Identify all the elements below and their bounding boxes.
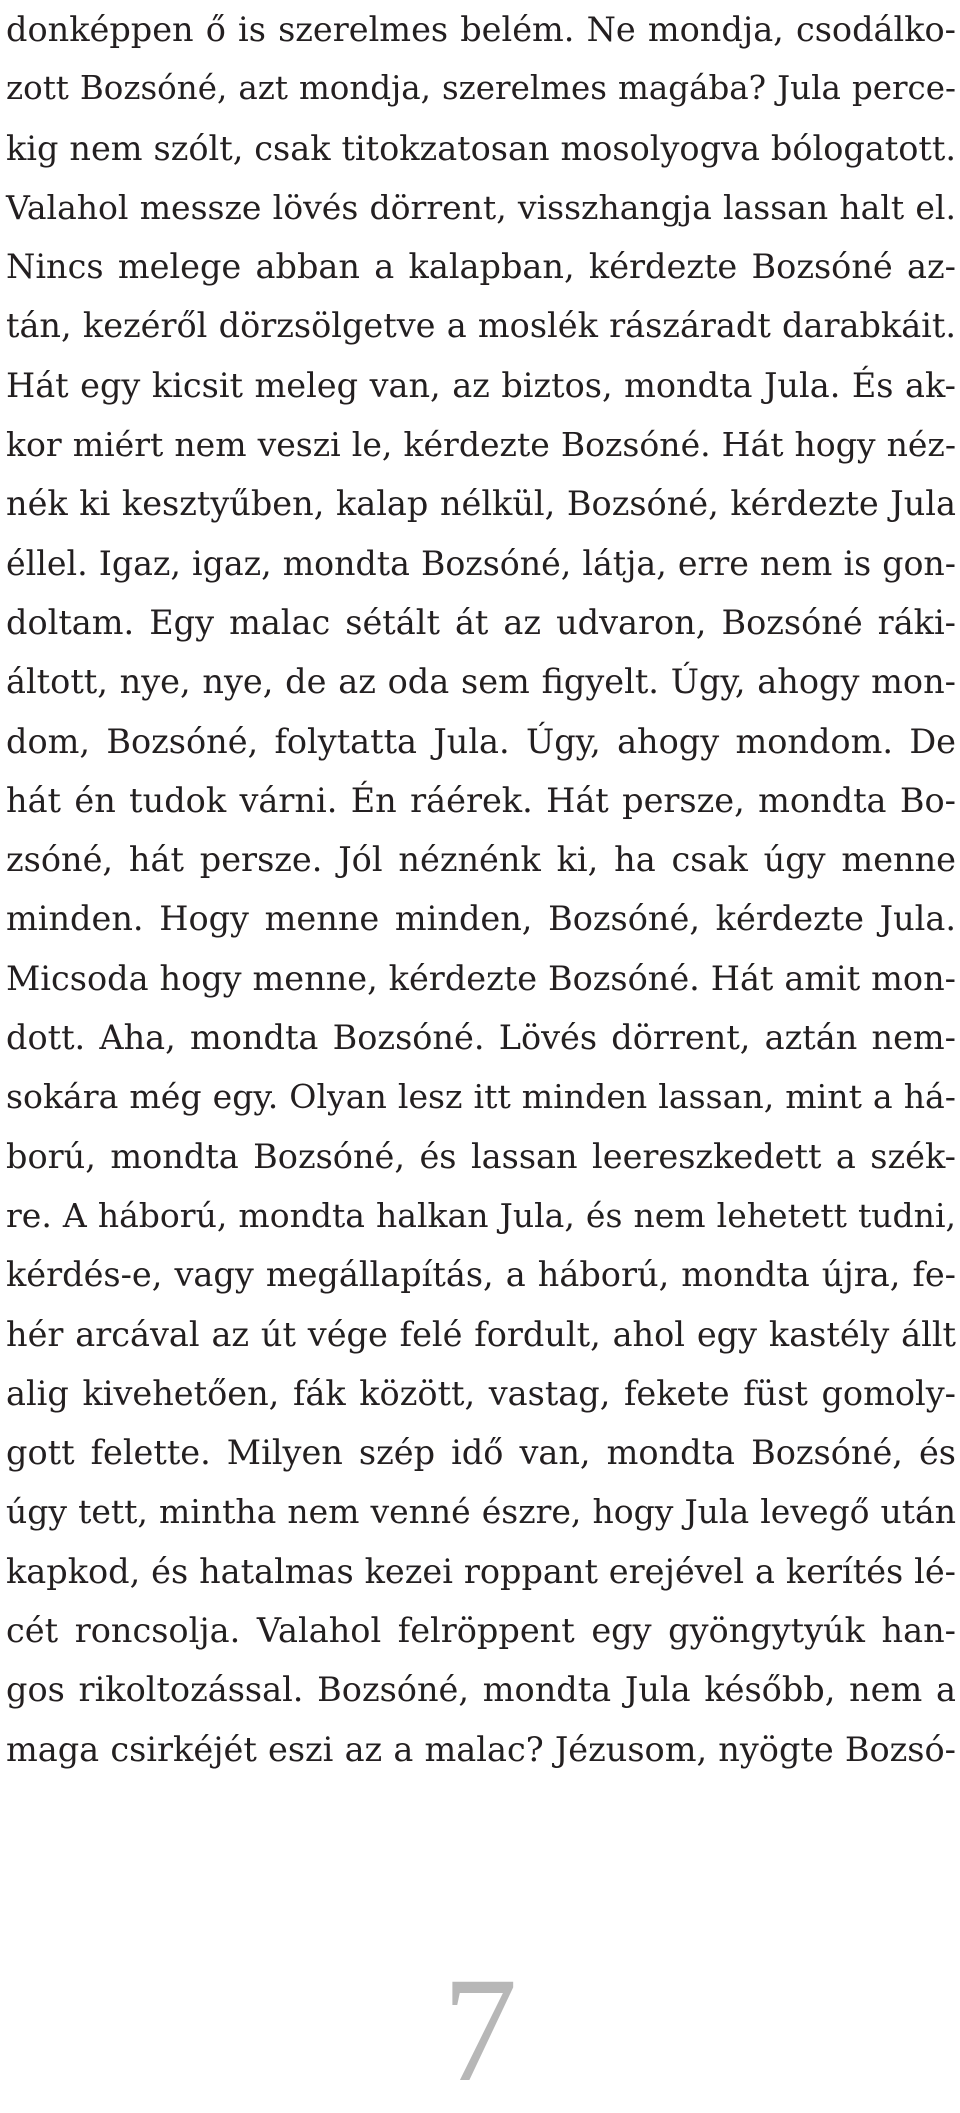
text-line: gos rikoltozással. Bozsóné, mondta Jula később, nem a bbox=[6, 1670, 956, 1710]
text-line: kor miért nem veszi le, kérdezte Bozsóné. Hát hogy néz- bbox=[6, 425, 956, 465]
text-line: ború, mondta Bozsóné, és lassan leereszkedett a szék- bbox=[6, 1136, 956, 1176]
text-line: éllel. Igaz, igaz, mondta Bozsóné, látja, erre nem is gon- bbox=[6, 543, 956, 583]
text-line: Nincs melege abban a kalapban, kérdezte Bozsóné az- bbox=[6, 247, 956, 287]
text-line: dott. Aha, mondta Bozsóné. Lövés dörrent, aztán nem- bbox=[6, 1018, 956, 1058]
text-line: kérdés-e, vagy megállapítás, a háború, mondta újra, fe- bbox=[6, 1255, 956, 1295]
text-line: nék ki kesztyűben, kalap nélkül, Bozsóné, kérdezte Jula bbox=[6, 484, 956, 524]
text-line: doltam. Egy malac sétált át az udvaron, Bozsóné ráki- bbox=[6, 602, 956, 642]
text-line: re. A háború, mondta halkan Jula, és nem lehetett tudni, bbox=[6, 1195, 956, 1235]
body-text bbox=[6, 0, 956, 1779]
text-line: Valahol messze lövés dörrent, visszhangja lassan halt el. bbox=[6, 187, 956, 227]
text-line: donképpen ő is szerelmes belém. Ne mondja, csodálko- bbox=[6, 10, 956, 49]
text-line: zsóné, hát persze. Jól néznénk ki, ha csak úgy menne bbox=[6, 840, 956, 880]
text-line: sokára még egy. Olyan lesz itt minden lassan, mint a há- bbox=[6, 1077, 956, 1117]
text-line: minden. Hogy menne minden, Bozsóné, kérdezte Jula. bbox=[6, 899, 956, 939]
text-line: tán, kezéről dörzsölgetve a moslék rászáradt darabkáit. bbox=[6, 306, 956, 346]
text-line: maga csirkéjét eszi az a malac? Jézusom, nyögte Bozsó- bbox=[6, 1729, 956, 1769]
text-line: kapkod, és hatalmas kezei roppant erejével a kerítés lé- bbox=[6, 1551, 956, 1591]
text-line: áltott, nye, nye, de az oda sem figyelt. Úgy, ahogy mon- bbox=[6, 662, 956, 702]
text-line: zott Bozsóné, azt mondja, szerelmes magába? Jula perce- bbox=[6, 69, 956, 108]
text-line: hát én tudok várni. Én ráérek. Hát persze, mondta Bo- bbox=[6, 780, 956, 820]
text-line: úgy tett, mintha nem venné észre, hogy Jula levegő után bbox=[6, 1492, 956, 1532]
text-line: dom, Bozsóné, folytatta Jula. Úgy, ahogy mondom. De bbox=[6, 721, 956, 761]
text-line: hér arcával az út vége felé fordult, ahol egy kastély állt bbox=[6, 1314, 956, 1354]
text-line: Micsoda hogy menne, kérdezte Bozsóné. Hát amit mon- bbox=[6, 958, 956, 998]
text-line: kig nem szólt, csak titokzatosan mosolyogva bólogatott. bbox=[6, 128, 956, 168]
page-number: 7 bbox=[442, 1947, 518, 2113]
text-line: alig kivehetően, fák között, vastag, fekete füst gomoly- bbox=[6, 1373, 956, 1413]
text-line: cét roncsolja. Valahol felröppent egy gyöngytyúk han- bbox=[6, 1611, 956, 1651]
text-line: gott felette. Milyen szép idő van, mondta Bozsóné, és bbox=[6, 1433, 956, 1473]
text-line: Hát egy kicsit meleg van, az biztos, mondta Jula. És ak- bbox=[6, 365, 956, 405]
